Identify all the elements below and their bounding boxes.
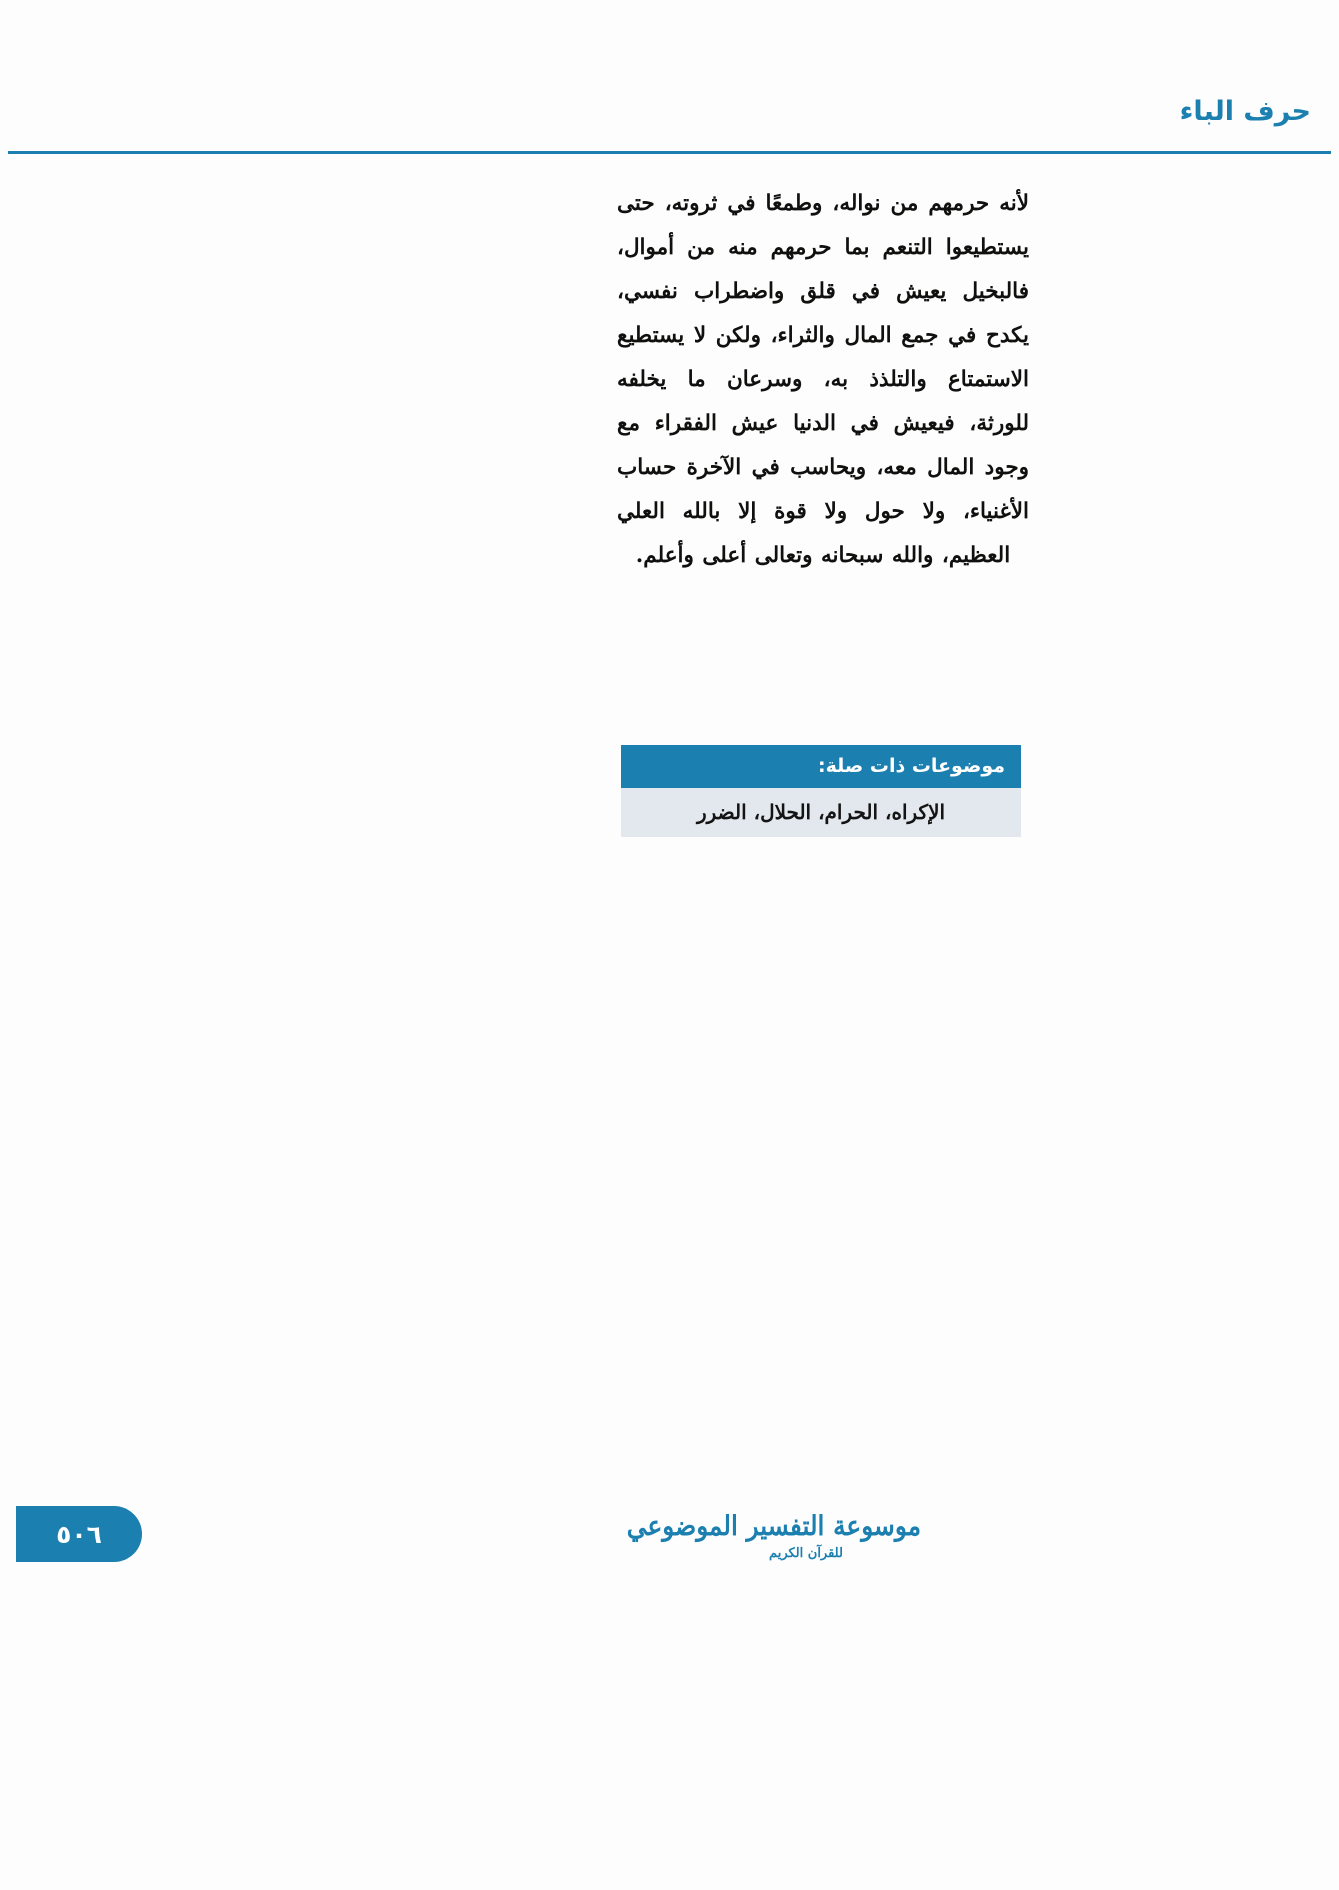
body-paragraph: لأنه حرمهم من نواله، وطمعًا في ثروته، حتى يستطيعوا التنعم بما حرمهم منه من أموال، فالبخيل يعيش في قلق واضطراب نفسي، يكدح في جمع المال والثراء، ولكن لا يستطيع الاستمتاع والتلذذ به، وسرعان ما يخلفه للورثة، فيعيش في الدنيا عيش الفقراء مع وجود المال معه، ويحاسب في الآخرة حساب الأغنياء، ولا حول ولا قوة إلا بالله العلي العظيم، والله سبحانه وتعالى أعلى وأعلم. (617, 191, 1029, 568)
page-number-badge: ٥٠٦ (16, 1506, 142, 1562)
page-footer (0, 1510, 1339, 1600)
header-divider (8, 151, 1331, 154)
page-header (0, 96, 1339, 158)
publisher-logo-sub: للقرآن الكريم (769, 1546, 843, 1561)
related-topics-items: الإكراه، الحرام، الحلال، الضرر (621, 788, 1021, 837)
related-topics-box (621, 745, 1021, 837)
publisher-logo-main: موسوعة التفسير الموضوعي (626, 1511, 921, 1542)
publisher-logo (626, 1510, 931, 1561)
page-title: حرف الباء (1179, 96, 1311, 127)
related-topics-label: موضوعات ذات صلة: (621, 745, 1021, 788)
